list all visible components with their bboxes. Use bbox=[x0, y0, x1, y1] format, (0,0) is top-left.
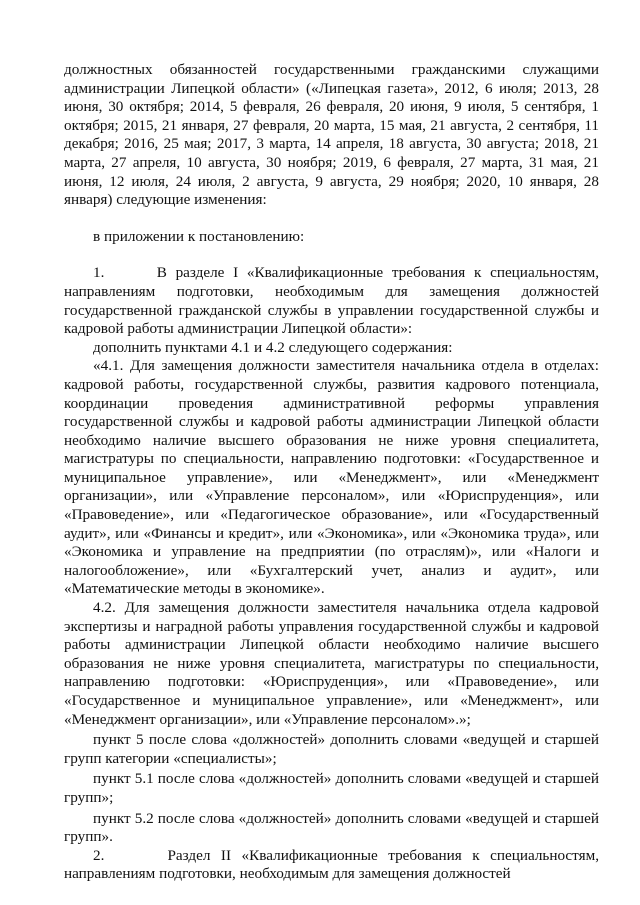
paragraph-point-4-1: «4.1. Для замещения должности заместителя начальника отдела в отделах: кадровой работы, государственной службы, развития кадрового потенциала, координации проведения административной реформы управления государственной службы и кадровой работы администрации Липецкой области необходимо наличие высшего образования не ниже уровня специалитета, магистратуры по специальности, направлению подготовки: «Государственное и муниципальное управление», или «Менеджмент», или «Менеджмент организации», или «Управление персоналом», или «Юриспруденция», или «Правоведение», или «Педагогическое образование», или «Государственный аудит», или «Финансы и кредит», или «Экономика», или «Экономика труда», или «Экономика и управление на предприятии (по отраслям)», или «Налоги и налогообложение», или «Бухгалтерский учет, анализ и аудит», или «Математические методы в экономике». bbox=[64, 357, 599, 598]
paragraph-appendix-intro: в приложении к постановлению: bbox=[93, 227, 305, 245]
paragraph-add-points: дополнить пунктами 4.1 и 4.2 следующего содержания: bbox=[93, 338, 453, 356]
document-body bbox=[64, 61, 603, 884]
paragraph-item-1: 1. В разделе I «Квалификационные требования к специальностям, направлениям подготовки, необходимым для замещения должностей государственной гражданской службы в управлении государственной службы и кадровой работы администрации Липецкой области»: bbox=[64, 264, 603, 338]
paragraph-point-4-2: 4.2. Для замещения должности заместителя начальника отдела кадровой экспертизы и наградной работы управления государственной службы и кадровой работы администрации Липецкой области необходимо наличие высшего образования не ниже уровня специалитета, магистратуры по специальности, направлению подготовки: «Юриспруденция», или «Правоведение», или «Государственное и муниципальное управление», или «Менеджмент», или «Менеджмент организации», или «Управление персоналом».»; bbox=[64, 599, 599, 728]
paragraph-point-5-2: пункт 5.2 после слова «должностей» дополнить словами «ведущей и старшей групп». bbox=[64, 809, 599, 846]
paragraph-point-5: пункт 5 после слова «должностей» дополнить словами «ведущей и старшей групп категории «специалисты»; bbox=[64, 731, 599, 767]
paragraph-point-5-1: пункт 5.1 после слова «должностей» дополнить словами «ведущей и старшей групп»; bbox=[64, 770, 599, 806]
paragraph-preamble: должностных обязанностей государственными гражданскими служащими администрации Липецкой области» («Липецкая газета», 2012, 6 июля; 2013, 28 июня, 30 октября; 2014, 5 февраля, 26 февраля, 20 июня, 9 июля, 5 сентября, 1 октября; 2015, 21 января, 27 февраля, 20 марта, 15 мая, 21 августа, 2 сентября, 11 декабря; 2016, 25 мая; 2017, 3 марта, 14 апреля, 18 августа, 30 августа; 2018, 21 марта, 27 апреля, 10 августа, 30 ноября; 2019, 6 февраля, 27 марта, 31 мая, 21 июня, 12 июля, 24 июля, 2 августа, 9 августа, 29 ноября; 2020, 10 января, 28 января) следующие изменения: bbox=[64, 61, 599, 209]
paragraph-item-2: 2. Раздел II «Квалификационные требования к специальностям, направлениям подготовки, необходимым для замещения должностей bbox=[64, 846, 603, 883]
